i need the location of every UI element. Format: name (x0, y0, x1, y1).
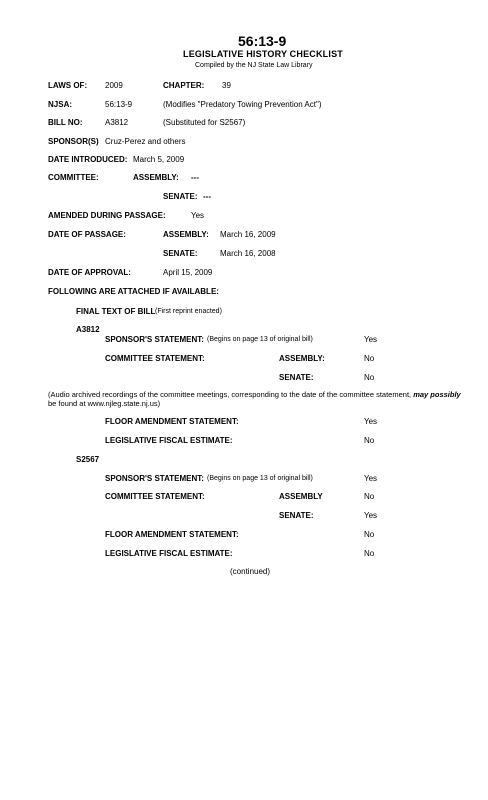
s2567-committee-label: COMMITTEE STATEMENT: (105, 492, 205, 501)
s2567-committee-senate-value: Yes (364, 511, 378, 520)
passage-senate-value: March 16, 2008 (220, 249, 276, 258)
a3812-committee-senate-label: SENATE: (279, 373, 314, 382)
njsa-note: (Modifies "Predatory Towing Prevention Act") (163, 100, 322, 109)
final-text-label: FINAL TEXT OF BILL (76, 307, 156, 316)
amended-label: AMENDED DURING PASSAGE: (48, 211, 166, 220)
laws-label: LAWS OF: (48, 81, 88, 90)
compiled-by: Compiled by the NJ State Law Library (195, 62, 313, 69)
bill-note: (Substituted for S2567) (163, 118, 246, 127)
audio-note-line-2: be found at www.njleg.state.nj.us) (48, 399, 161, 408)
s2567-fiscal-value: No (364, 549, 375, 558)
passage-senate-label: SENATE: (163, 249, 198, 258)
a3812-floor-value: Yes (364, 417, 378, 426)
passage-assembly-value: March 16, 2009 (220, 230, 276, 239)
a3812-committee-senate-value: No (364, 373, 375, 382)
laws-value: 2009 (105, 81, 123, 90)
committee-assembly-label: ASSEMBLY: (133, 173, 179, 182)
s2567-floor-label: FLOOR AMENDMENT STATEMENT: (105, 530, 239, 539)
a3812-floor-label: FLOOR AMENDMENT STATEMENT: (105, 417, 239, 426)
s2567-sponsor-value: Yes (364, 474, 378, 483)
page-subtitle: LEGISLATIVE HISTORY CHECKLIST (183, 49, 343, 59)
final-text-note: (First reprint enacted) (155, 308, 222, 315)
a3812-sponsor-note: (Begins on page 13 of original bill) (207, 336, 313, 343)
introduced-value: March 5, 2009 (133, 155, 185, 164)
bill-value: A3812 (105, 118, 129, 127)
s2567-floor-value: No (364, 530, 375, 539)
s2567-heading: S2567 (76, 455, 100, 464)
amended-value: Yes (191, 211, 205, 220)
a3812-sponsor-value: Yes (364, 335, 378, 344)
a3812-committee-assembly-label: ASSEMBLY: (279, 354, 325, 363)
committee-senate-value: --- (203, 192, 211, 201)
sponsor-value: Cruz-Perez and others (105, 137, 186, 146)
njsa-value: 56:13-9 (105, 100, 133, 109)
s2567-committee-assembly-label: ASSEMBLY (279, 492, 323, 501)
s2567-sponsor-label: SPONSOR'S STATEMENT: (105, 474, 204, 483)
s2567-sponsor-note: (Begins on page 13 of original bill) (207, 475, 313, 482)
sponsor-label: SPONSOR(S) (48, 137, 99, 146)
approval-label: DATE OF APPROVAL: (48, 268, 131, 277)
introduced-label: DATE INTRODUCED: (48, 155, 128, 164)
passage-assembly-label: ASSEMBLY: (163, 230, 209, 239)
njsa-label: NJSA: (48, 100, 73, 109)
a3812-heading: A3812 (76, 325, 100, 334)
a3812-committee-label: COMMITTEE STATEMENT: (105, 354, 205, 363)
committee-senate-label: SENATE: (163, 192, 198, 201)
committee-assembly-value: --- (191, 173, 199, 182)
s2567-fiscal-label: LEGISLATIVE FISCAL ESTIMATE: (105, 549, 233, 558)
page-title: 56:13-9 (238, 33, 287, 49)
passage-label: DATE OF PASSAGE: (48, 230, 126, 239)
a3812-fiscal-label: LEGISLATIVE FISCAL ESTIMATE: (105, 436, 233, 445)
continued-note: (continued) (230, 567, 271, 576)
a3812-fiscal-value: No (364, 436, 375, 445)
s2567-committee-senate-label: SENATE: (279, 511, 314, 520)
committee-label: COMMITTEE: (48, 173, 99, 182)
a3812-committee-assembly-value: No (364, 354, 375, 363)
s2567-committee-assembly-value: No (364, 492, 375, 501)
chapter-label: CHAPTER: (163, 81, 205, 90)
attached-label: FOLLOWING ARE ATTACHED IF AVAILABLE: (48, 287, 219, 296)
chapter-value: 39 (222, 81, 231, 90)
bill-label: BILL NO: (48, 118, 83, 127)
audio-note-line-1: (Audio archived recordings of the committee meetings, corresponding to the date of the committee statement, may possibly (48, 390, 461, 399)
a3812-sponsor-label: SPONSOR'S STATEMENT: (105, 335, 204, 344)
audio-note-emphasis: may possibly (413, 390, 461, 399)
approval-value: April 15, 2009 (163, 268, 213, 277)
